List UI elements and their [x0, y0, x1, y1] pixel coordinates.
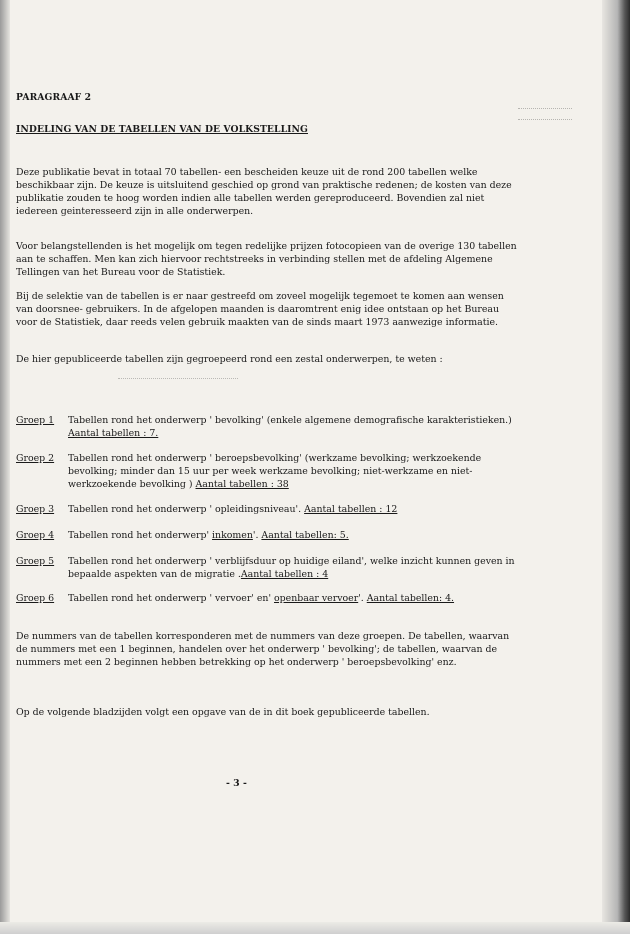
- group-topic: inkomen: [212, 530, 253, 541]
- group-count: Aantal tabellen : 7.: [68, 428, 159, 439]
- page-edge-left: [0, 0, 10, 934]
- group-label: Groep 1: [16, 415, 55, 426]
- faint-stamp: [518, 108, 572, 120]
- group-label: Groep 3: [16, 504, 55, 515]
- group-5: [16, 555, 521, 583]
- group-3: [16, 503, 521, 517]
- group-description: [68, 452, 523, 491]
- section-title: INDELING VAN DE TABELLEN VAN DE VOLKSTELLING: [16, 124, 308, 135]
- group-count: Aantal tabellen: 5.: [261, 530, 349, 541]
- group-count: Aantal tabellen: 4.: [366, 593, 455, 604]
- group-label: Groep 2: [16, 453, 55, 464]
- group-description: [68, 592, 523, 605]
- group-text-after: '.: [252, 530, 262, 541]
- group-count: Aantal tabellen : 4: [240, 569, 329, 580]
- paragraph-3: [16, 290, 518, 329]
- group-text: Tabellen rond het onderwerp ' opleidingsniveau'.: [68, 504, 305, 515]
- group-label: Groep 5: [16, 556, 55, 567]
- paragraph-text: De nummers van de tabellen korresponderen met de nummers van deze groepen. De tabellen, waarvan de nummers met een 1 beginnen, handelen over het onderwerp ' bevolking'; de tabellen, waarvan de nummers met een 2 beginnen hebben betrekking op het onderwerp ' beroepsbevolking' enz.: [16, 631, 510, 668]
- group-text-after: '.: [358, 593, 367, 604]
- page-edge-right: [602, 0, 630, 934]
- group-4: [16, 529, 521, 543]
- page-edge-bottom: [0, 922, 630, 934]
- group-description: [68, 503, 523, 516]
- group-count: Aantal tabellen : 38: [195, 479, 289, 490]
- group-text-before: Tabellen rond het onderwerp ' vervoer' en': [68, 593, 275, 604]
- paragraph-2: [16, 240, 518, 279]
- paragraph-4: [16, 353, 518, 366]
- closing-paragraph-1: [16, 630, 518, 669]
- paragraph-label: PARAGRAAF 2: [16, 92, 92, 103]
- group-topic: openbaar vervoer: [274, 593, 359, 604]
- group-count: Aantal tabellen : 12: [304, 504, 398, 515]
- paragraph-1: [16, 166, 518, 218]
- group-6: [16, 592, 521, 606]
- paragraph-text: De hier gepubliceerde tabellen zijn gegroepeerd rond een zestal onderwerpen, te weten :: [16, 354, 443, 365]
- page-number: - 3 -: [226, 778, 247, 789]
- group-description: [68, 555, 523, 581]
- paragraph-text: Bij de selektie van de tabellen is er naar gestreefd om zoveel mogelijk tegemoet te komen aan wensen van doorsnee- gebruikers. In de afgelopen maanden is daaromtrent enig idee ontstaan op het Bureau voor de Statistiek, daar reeds velen gebruik maakten van de sinds maart 1973 aanwezige informatie.: [16, 291, 504, 328]
- faint-dotted-line: [118, 378, 238, 380]
- group-2: [16, 452, 521, 492]
- paragraph-text: Voor belangstellenden is het mogelijk om tegen redelijke prijzen fotocopieen van de overige 130 tabellen aan te schaffen. Men kan zich hiervoor rechtstreeks in verbinding stellen met de afdeling Algemene Tellingen van het Bureau voor de Statistiek.: [16, 241, 517, 278]
- group-text: Tabellen rond het onderwerp ' beroepsbevolking' (werkzame bevolking; werkzoekende bevolking; minder dan 15 uur per week werkzame bevolking; niet-werkzame en niet-werkzoekende bevolking ): [68, 453, 482, 490]
- group-1: [16, 414, 521, 442]
- group-label: Groep 4: [16, 530, 55, 541]
- group-description: [68, 529, 523, 542]
- group-description: [68, 414, 523, 440]
- group-text-before: Tabellen rond het onderwerp': [68, 530, 213, 541]
- group-label: Groep 6: [16, 593, 55, 604]
- closing-paragraph-2: [16, 706, 518, 719]
- group-text: Tabellen rond het onderwerp ' bevolking' (enkele algemene demografische karakteristieken.): [68, 415, 512, 426]
- paragraph-text: Op de volgende bladzijden volgt een opgave van de in dit boek gepubliceerde tabellen.: [16, 707, 430, 718]
- group-text: Tabellen rond het onderwerp ' verblijfsduur op huidige eiland', welke inzicht kunnen geven in bepaalde aspekten van de migratie .: [68, 556, 515, 580]
- paragraph-text: Deze publikatie bevat in totaal 70 tabellen- een bescheiden keuze uit de rond 200 tabellen welke beschikbaar zijn. De keuze is uitsluitend geschied op grond van praktische redenen; de kosten van deze publikatie zouden te hoog worden indien alle tabellen werden gereproduceerd. Bovendien zal niet iedereen geinteresseerd zijn in alle onderwerpen.: [16, 167, 512, 217]
